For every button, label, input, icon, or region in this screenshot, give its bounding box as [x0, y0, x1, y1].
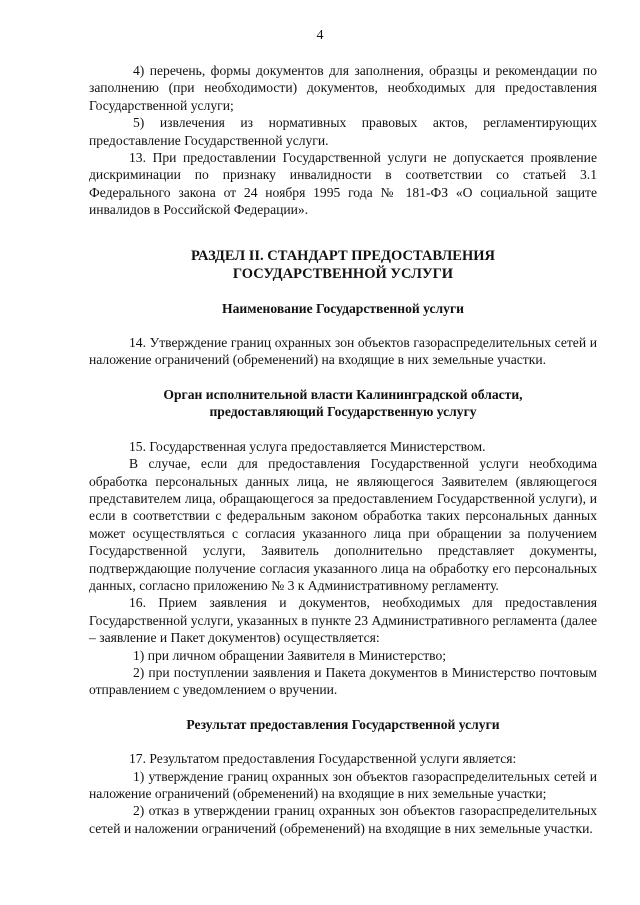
- heading-executive-body: [89, 386, 597, 421]
- section-title-line-2: ГОСУДАРСТВЕННОЙ УСЛУГИ: [232, 265, 454, 282]
- section-title-line-1: РАЗДЕЛ II. СТАНДАРТ ПРЕДОСТАВЛЕНИЯ: [190, 247, 495, 264]
- paragraph-13: 13. При предоставлении Государственной услуги не допускается проявление дискриминации по признаку инвалидности в соответствии со статьей 3.1 Федерального закона от 24 ноября 1995 года № 181-ФЗ «О социальной защите инвалидов в Российской Федерации».: [89, 150, 597, 218]
- list-item-4: 4) перечень, формы документов для заполнения, образцы и рекомендации по заполнению (при необходимости) документов, необходимых для предоставления Государственной услуги;: [89, 63, 597, 113]
- heading-executive-body-line-2: предоставляющий Государственную услугу: [209, 404, 477, 420]
- paragraph-15: 15. Государственная услуга предоставляется Министерством.: [129, 438, 486, 454]
- paragraph-17: 17. Результатом предоставления Государственной услуги является:: [129, 751, 517, 767]
- paragraph-15-continued: В случае, если для предоставления Государственной услуги необходима обработка персональных данных лица, не являющегося Заявителем (являющегося представителем лица, обращающегося за предоставлением Государственной услуги), и если в соответствии с федеральным законом обработка таких персональных данных может осуществляться с согласия указанного лица при обращении за получением Государственной услуги, Заявитель дополнительно представляет документы, подтверждающие получение согласия указанного лица на обработку его персональных данных, согласно приложению № 3 к Административному регламенту.: [89, 456, 597, 593]
- page-number: 4: [316, 28, 324, 43]
- heading-service-result: Результат предоставления Государственной услуги: [186, 716, 500, 732]
- paragraph-16: 16. Прием заявления и документов, необходимых для предоставления Государственной услуги, указанных в пункте 23 Административного регламента (далее – заявление и Пакет документов) осуществляется:: [89, 595, 597, 646]
- document-body: [89, 62, 597, 837]
- heading-executive-body-line-1: Орган исполнительной власти Калининградской области,: [163, 386, 523, 402]
- paragraph-14: 14. Утверждение границ охранных зон объектов газораспределительных сетей и наложение ограничений (обременений) на входящие в них земельные участки.: [89, 335, 597, 368]
- section-title: [89, 247, 597, 283]
- paragraph-16-item-2: 2) при поступлении заявления и Пакета документов в Министерство почтовым отправлением с уведомлением о вручении.: [89, 664, 597, 698]
- paragraph-17-item-1: 1) утверждение границ охранных зон объектов газораспределительных сетей и наложение ограничений (обременений) на входящие в них земельные участки;: [89, 768, 597, 801]
- list-item-5: 5) извлечения из нормативных правовых актов, регламентирующих предоставление Государственной услуги.: [89, 115, 597, 148]
- paragraph-16-item-1: 1) при личном обращении Заявителя в Министерство;: [133, 647, 447, 663]
- paragraph-17-item-2: 2) отказ в утверждении границ охранных зон объектов газораспределительных сетей и наложении ограничений (обременений) на входящие в них земельные участки.: [89, 803, 597, 836]
- heading-service-name: Наименование Государственной услуги: [222, 300, 464, 316]
